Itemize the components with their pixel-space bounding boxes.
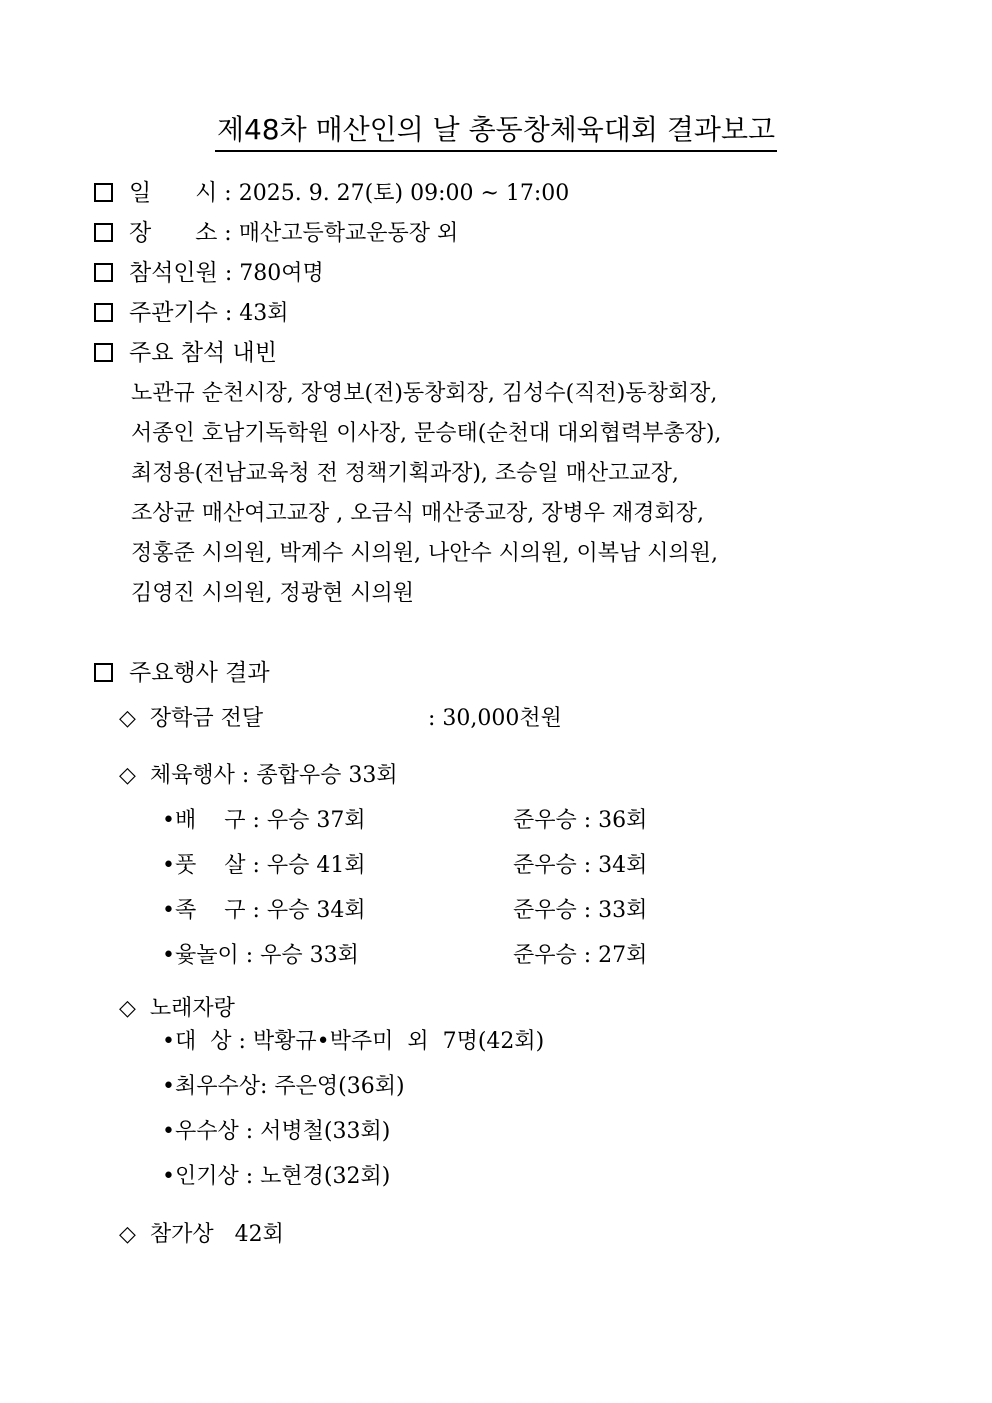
guest-line: 조상균 매산여고교장 , 오금식 매산중교장, 장병우 재경회장,: [131, 501, 704, 526]
checkbox-icon: [94, 343, 113, 362]
guest-line: 노관규 순천시장, 장영보(전)동창회장, 김성수(직전)동창회장,: [131, 381, 718, 406]
singing-item-merit: •우수상 : 서병철(33회): [162, 1119, 391, 1144]
guest-line: 최정용(전남교육청 전 정책기획과장), 조승일 매산고교장,: [131, 461, 679, 486]
singing-row: ◇ 노래자랑: [119, 996, 235, 1021]
guest-line: 김영진 시의원, 정광현 시의원: [131, 581, 414, 606]
guest-line: 정홍준 시의원, 박계수 시의원, 나안수 시의원, 이복남 시의원,: [131, 541, 718, 566]
info-row-host-class: 주관기수 : 43회: [94, 299, 289, 328]
diamond-icon: ◇: [119, 1222, 136, 1247]
bullet-icon: •: [162, 943, 175, 968]
sport-item-futsal: •풋 살 : 우승 41회: [162, 853, 366, 878]
results-heading: 주요행사 결과: [94, 659, 270, 687]
sport-item-volleyball: •배 구 : 우승 37회: [162, 808, 366, 833]
checkbox-icon: [94, 183, 113, 202]
diamond-icon: ◇: [119, 996, 136, 1021]
sport-runner-futsal: 준우승 : 34회: [513, 853, 648, 878]
guest-line: 서종인 호남기독학원 이사장, 문승태(순천대 대외협력부총장),: [131, 421, 722, 446]
sport-item-footvolley: •족 구 : 우승 34회: [162, 898, 366, 923]
info-row-attendance: 참석인원 : 780여명: [94, 259, 324, 288]
checkbox-icon: [94, 263, 113, 282]
scholarship-value: : 30,000천원: [428, 706, 562, 731]
sport-runner-yut: 준우승 : 27회: [513, 943, 648, 968]
guests-heading: 주요 참석 내빈: [94, 339, 277, 367]
sports-row: ◇ 체육행사 : 종합우승 33회: [119, 763, 398, 788]
sport-runner-footvolley: 준우승 : 33회: [513, 898, 648, 923]
sport-runner-volleyball: 준우승 : 36회: [513, 808, 648, 833]
bullet-icon: •: [162, 898, 175, 923]
bullet-icon: •: [162, 1029, 175, 1054]
singing-item-excellence: •최우수상: 주은영(36회): [162, 1074, 405, 1099]
singing-item-grand: •대 상 : 박황규•박주미 외 7명(42회): [162, 1029, 545, 1054]
checkbox-icon: [94, 303, 113, 322]
singing-item-popular: •인기상 : 노현경(32회): [162, 1164, 391, 1189]
bullet-icon: •: [162, 853, 175, 878]
bullet-icon: •: [162, 808, 175, 833]
sport-item-yut: •윷놀이 : 우승 33회: [162, 943, 359, 968]
scholarship-row: ◇ 장학금 전달: [119, 706, 264, 731]
bullet-icon: •: [162, 1119, 175, 1144]
diamond-icon: ◇: [119, 706, 136, 731]
bullet-icon: •: [162, 1074, 175, 1099]
bullet-icon: •: [162, 1164, 175, 1189]
diamond-icon: ◇: [119, 763, 136, 788]
info-row-place: 장 소 : 매산고등학교운동장 외: [94, 219, 458, 248]
page-title: 제48차 매산인의 날 총동창체육대회 결과보고: [0, 108, 992, 148]
participation-row: ◇ 참가상 42회: [119, 1222, 284, 1247]
checkbox-icon: [94, 663, 113, 682]
info-row-date: 일 시 : 2025. 9. 27(토) 09:00 ~ 17:00: [94, 179, 569, 208]
checkbox-icon: [94, 223, 113, 242]
